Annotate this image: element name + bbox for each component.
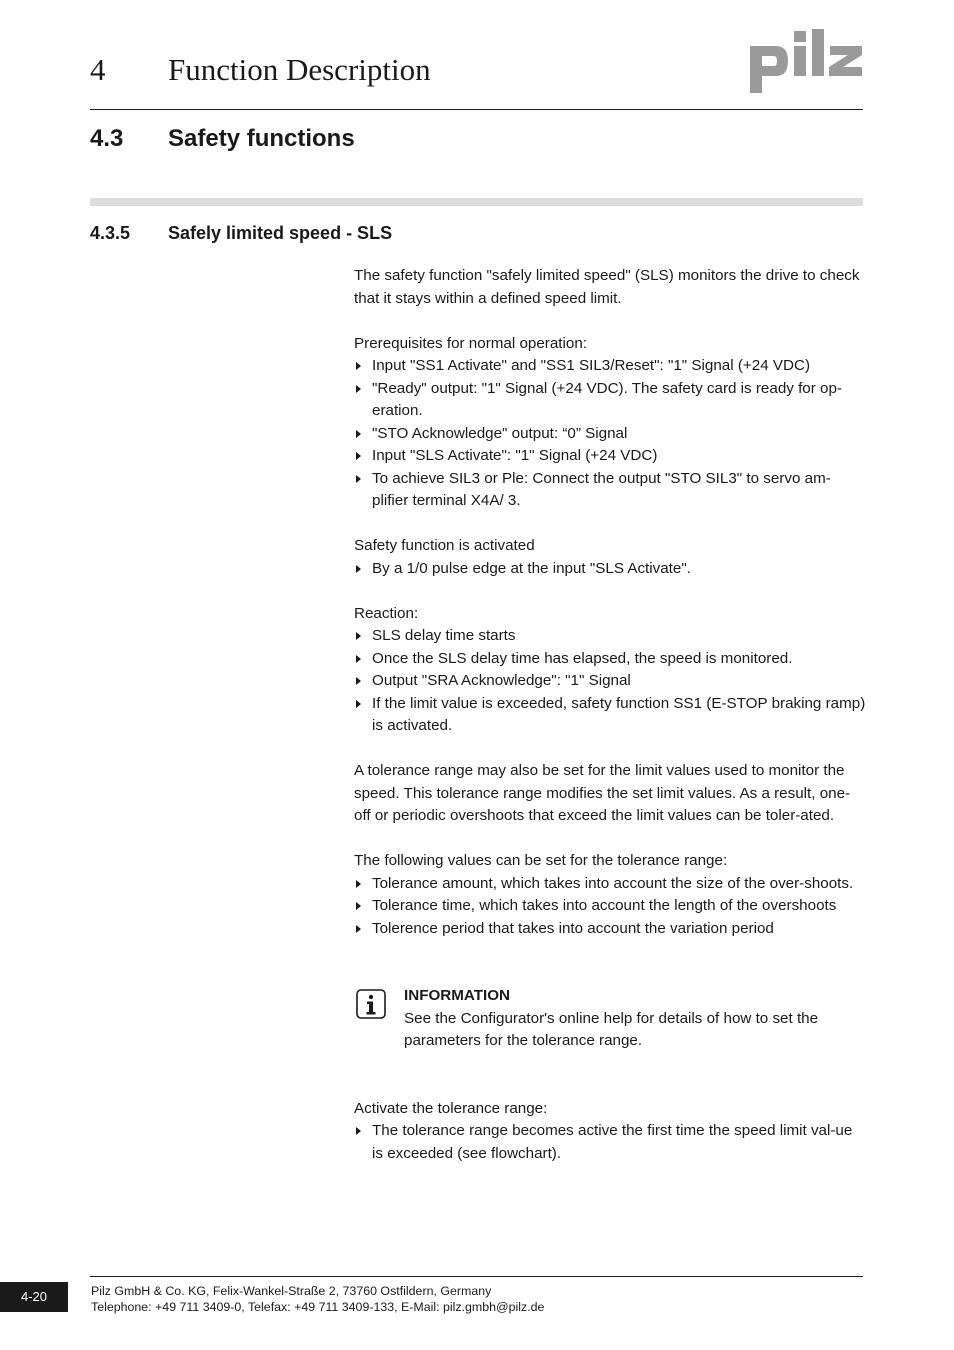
triangle-right-icon (356, 565, 361, 573)
triangle-right-icon (356, 452, 361, 460)
footer-contact: Telephone: +49 711 3409-0, Telefax: +49 711 3409-133, E-Mail: pilz.gmbh@pilz.de (91, 1300, 545, 1314)
activate-heading: Activate the tolerance range: (354, 1099, 548, 1117)
activated-heading: Safety function is activated (354, 537, 535, 554)
reaction-heading: Reaction: (354, 604, 419, 622)
list-item: The tolerance range becomes active the first time the speed limit val-ue is exceeded (see flowchart). (354, 1120, 866, 1165)
information-text: See the Configurator's online help for details of how to set the parameters for the tolerance range. (404, 1009, 819, 1049)
section-title: Safety functions (168, 125, 355, 152)
triangle-right-icon (356, 880, 361, 888)
prereq-list (354, 355, 866, 513)
tolerance-paragraph: A tolerance range may also be set for the limit values used to monitor the speed. This tolerance range modifies the set limit values. As a result, one-off or periodic overshoots that exceed the limit values can be toler-ated. (354, 762, 851, 824)
body-content (354, 265, 866, 1165)
list-item: Tolerance amount, which takes into account the size of the over-shoots. (354, 873, 866, 896)
activate-list (354, 1120, 866, 1165)
triangle-right-icon (356, 677, 361, 685)
list-item: Tolerance time, which takes into account the length of the overshoots (354, 895, 866, 918)
triangle-right-icon (356, 700, 361, 708)
chapter-title: Function Description (168, 52, 431, 87)
triangle-right-icon (356, 925, 361, 933)
intro-paragraph: The safety function "safely limited speed" (SLS) monitors the drive to check that it stays within a defined speed limit. (354, 267, 860, 307)
chapter-number: 4 (90, 52, 106, 87)
list-item: Once the SLS delay time has elapsed, the speed is monitored. (354, 648, 866, 671)
list-item: "STO Acknowledge" output: “0” Signal (354, 423, 866, 446)
list-item: "Ready" output: "1" Signal (+24 VDC). The safety card is ready for op-eration. (354, 378, 866, 423)
prereq-heading: Prerequisites for normal operation: (354, 334, 587, 352)
triangle-right-icon (356, 362, 361, 370)
footer-rule (90, 1276, 863, 1277)
list-item: SLS delay time starts (354, 625, 866, 648)
reaction-list (354, 625, 866, 738)
section-number: 4.3 (90, 125, 124, 152)
footer-address: Pilz GmbH & Co. KG, Felix-Wankel-Straße 2, 73760 Ostfildern, Germany (91, 1284, 492, 1298)
activated-list (354, 558, 866, 581)
list-item: Input "SLS Activate": "1" Signal (+24 VDC) (354, 445, 866, 468)
information-box (354, 985, 866, 1053)
information-icon (356, 989, 386, 1019)
list-item: If the limit value is exceeded, safety function SS1 (E-STOP braking ramp) is activated. (354, 693, 866, 738)
triangle-right-icon (356, 902, 361, 910)
header-rule (90, 109, 863, 110)
triangle-right-icon (356, 1127, 361, 1135)
list-item: Tolerence period that takes into account the variation period (354, 918, 866, 941)
subsection-number: 4.3.5 (90, 223, 131, 243)
list-item: Output "SRA Acknowledge": "1" Signal (354, 670, 866, 693)
subsection-title: Safely limited speed - SLS (168, 223, 393, 243)
triangle-right-icon (356, 475, 361, 483)
pilz-logo (748, 28, 864, 94)
list-item: By a 1/0 pulse edge at the input "SLS Activate". (354, 558, 866, 581)
triangle-right-icon (356, 632, 361, 640)
tolerance-list (354, 873, 866, 941)
section-divider-bar (90, 198, 863, 206)
information-heading: INFORMATION (404, 987, 511, 1004)
triangle-right-icon (356, 385, 361, 393)
triangle-right-icon (356, 430, 361, 438)
tolerance-heading: The following values can be set for the tolerance range: (354, 852, 728, 869)
page-number: 4-20 (0, 1282, 68, 1312)
list-item: Input "SS1 Activate" and "SS1 SIL3/Reset": "1" Signal (+24 VDC) (354, 355, 866, 378)
footer-text (91, 1283, 544, 1315)
triangle-right-icon (356, 655, 361, 663)
list-item: To achieve SIL3 or Ple: Connect the output "STO SIL3" to servo am-plifier terminal X4A/ 3. (354, 468, 866, 513)
